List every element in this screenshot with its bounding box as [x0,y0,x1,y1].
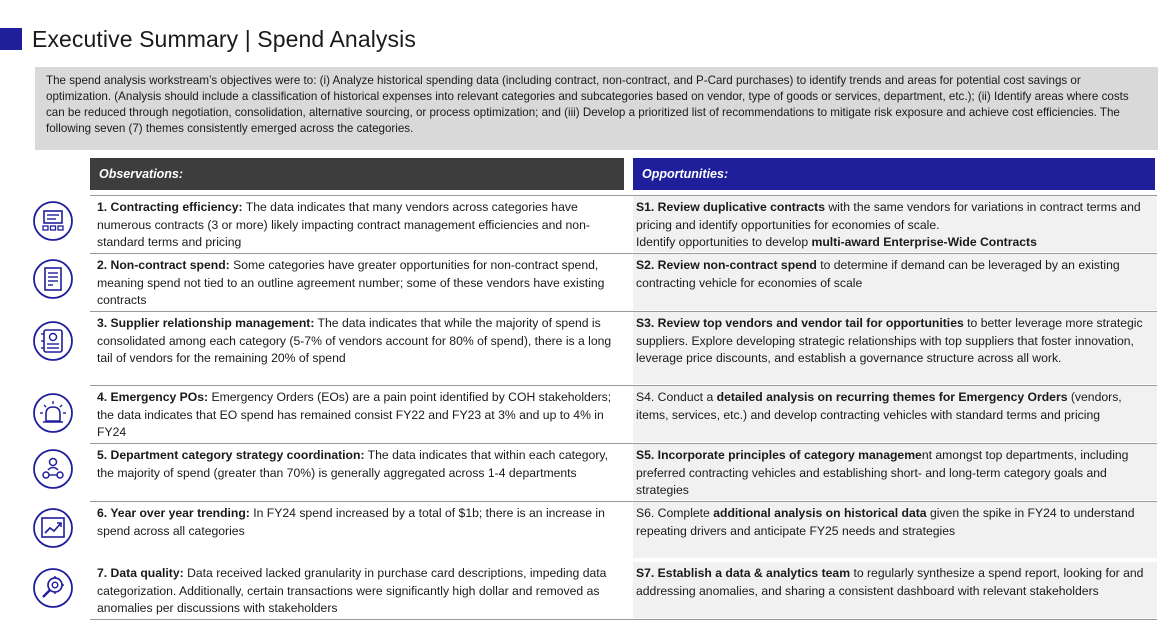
contract-icon [32,200,74,242]
supplier-icon [32,320,74,362]
trend-chart-icon [32,507,74,549]
observation-1: 1. Contracting efficiency: The data indicates that many vendors across categories have numerous contracts (3 or more) likely impacting contract management efficiencies and non-standard terms and pricing [97,200,590,249]
title-bar [0,24,416,54]
observation-5: 5. Department category strategy coordination: The data indicates that within each category, the majority of spend (greater than 70%) is generally aggregated across 1-4 departments [97,448,608,480]
observation-4: 4. Emergency POs: Emergency Orders (EOs) are a pain point identified by COH stakeholders; the data indicates that EO spend has remained consist FY22 and FY23 at 3% and up to 4% in FY24 [97,390,612,439]
observation-3: 3. Supplier relationship management: The data indicates that while the majority of spend is consolidated among each category (5-7% of vendors account for 80% of spend), there is a long tail of vendors for the remaining 20% of spend [97,316,612,365]
opportunity-2: S2. Review non-contract spend to determine if demand can be leveraged by an existing contracting vehicle for economies of scale [633,254,1157,310]
team-icon [32,448,74,490]
opportunity-6: S6. Complete additional analysis on historical data given the spike in FY24 to understand repeating drivers and anticipate FY25 needs and strategies [633,502,1157,558]
alarm-icon [32,392,74,434]
opportunity-4: S4. Conduct a detailed analysis on recurring themes for Emergency Orders (vendors, items, services, etc.) and develop contracting vehicles with standard terms and pricing [633,386,1157,442]
opportunity-1: S1. Review duplicative contracts with the same vendors for variations in contract terms and pricing and identify opportunities for economies of scale. Identify opportunities to develop multi-award Enterprise-Wide Contracts [633,196,1157,252]
data-search-icon [32,567,74,609]
observation-2: 2. Non-contract spend: Some categories have greater opportunities for non-contract spend, meaning spend not tied to an outline agreement number; some of these vendors have existing contracts [97,258,605,307]
observations-header: Observations: [90,158,624,190]
opportunities-header: Opportunities: [633,158,1155,190]
opportunity-3: S3. Review top vendors and vendor tail for opportunities to better leverage more strategic suppliers. Explore developing strategic relationships with top suppliers that foster innovation, leverage price discounts, and establish a governance structure across all work. [633,312,1157,384]
title-accent-square [0,28,22,50]
opportunity-7: S7. Establish a data & analytics team to regularly synthesize a spend report, looking for and addressing anomalies, and sharing a consistent dashboard with relevant stakeholders [633,562,1157,618]
opportunity-5: S5. Incorporate principles of category management amongst top departments, including preferred contracting vehicles and establishing short- and long-term category goals and strategies [633,444,1157,500]
document-icon [32,258,74,300]
page-title: Executive Summary | Spend Analysis [32,25,416,52]
observation-7: 7. Data quality: Data received lacked granularity in purchase card descriptions, impeding data categorization. Additionally, certain transactions were significantly high dollar and removed as anomalies per discussions with stakeholders [97,566,607,615]
row-divider [90,619,1157,620]
intro-summary: The spend analysis workstream’s objectives were to: (i) Analyze historical spending data (including contract, non-contract, and P-Card purchases) to identify trends and areas for potential cost savings or optimization. (Analysis should include a classification of historical expenses into relevant categories and subcategories based on vendor, type of goods or services, department, etc.); (ii) Identify areas where costs can be reduced through negotiation, consolidation, alternative sourcing, or process optimization; and (iii) Develop a prioritized list of recommendations to mitigate risk exposure and achieve cost efficiencies. The following seven (7) themes consistently emerged across the categories. [35,67,1158,150]
observation-6: 6. Year over year trending: In FY24 spend increased by a total of $1b; there is an increase in spend across all categories [97,506,605,538]
